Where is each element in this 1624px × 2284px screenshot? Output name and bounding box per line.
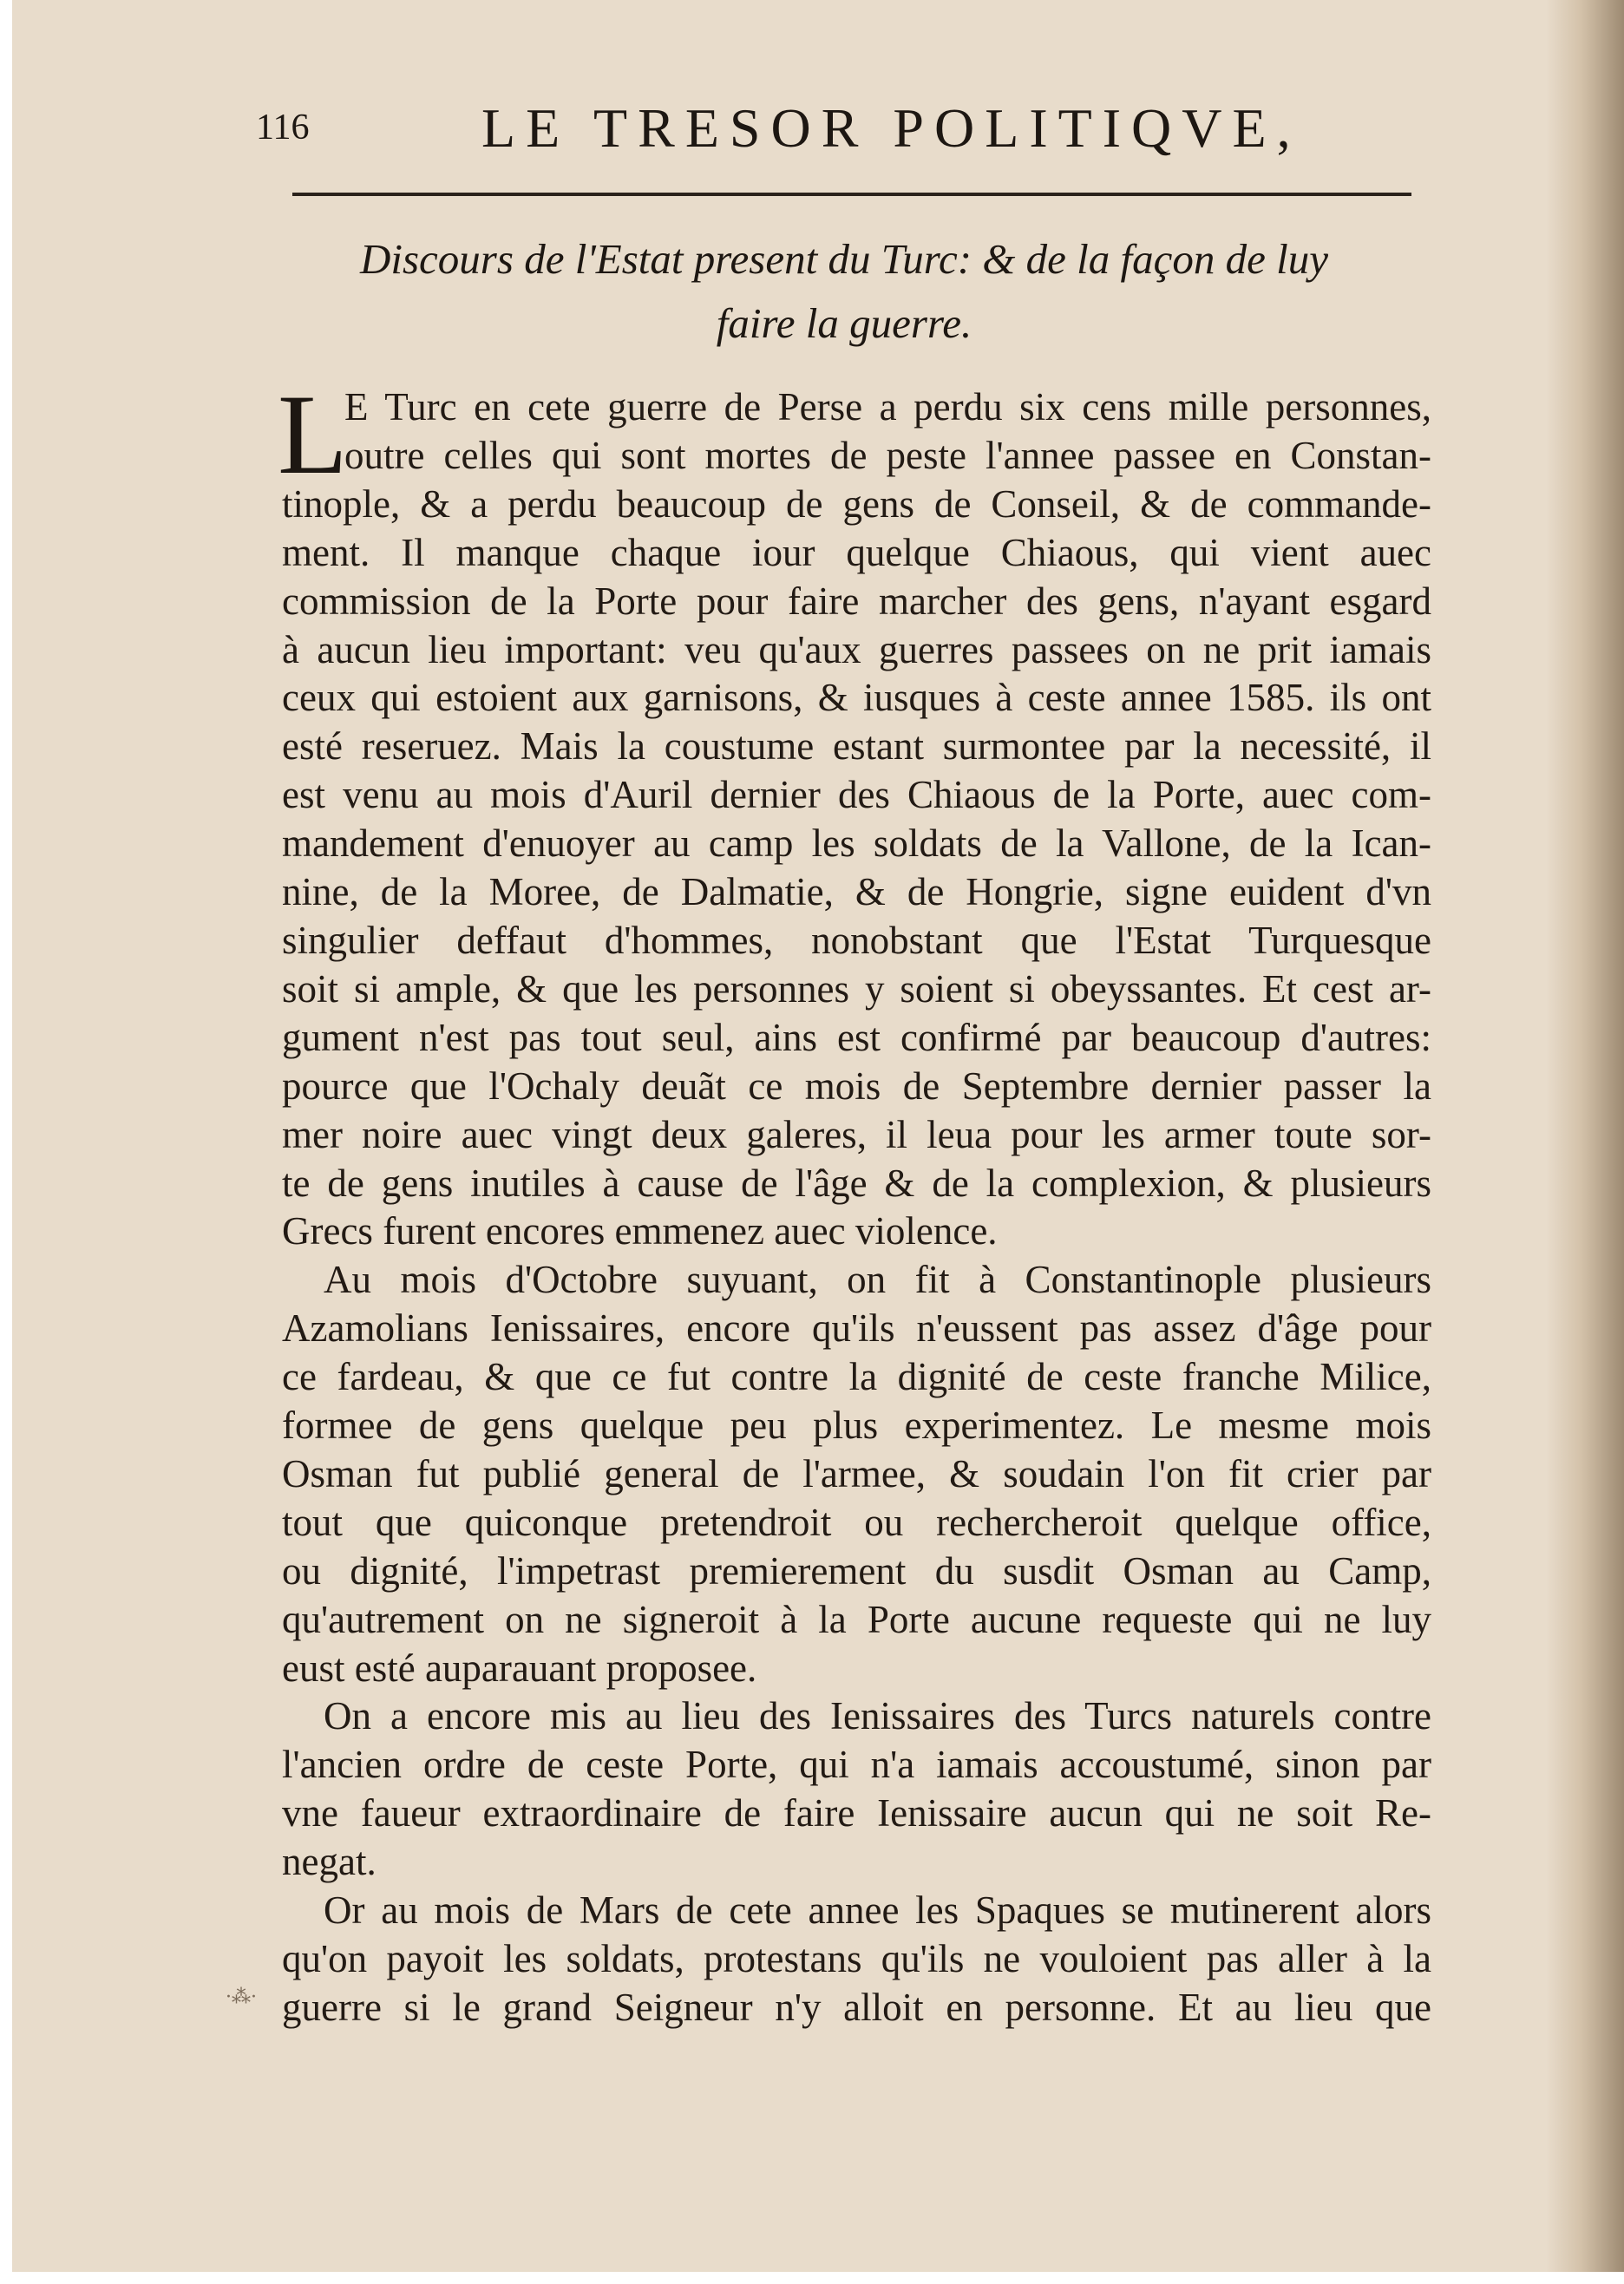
text-line: à aucun lieu important: veu qu'aux guerres passees on ne prit iamais: [282, 627, 1431, 671]
text-line: qu'autrement on ne signeroit à la Porte aucune requeste qui ne luy: [282, 1597, 1431, 1641]
heading-line-2: faire la guerre.: [716, 299, 972, 347]
text-line: pource que l'Ochaly deuãt ce mois de Septembre dernier passer la: [282, 1063, 1431, 1108]
text-line: formee de gens quelque peu plus experimentez. Le mesme mois: [282, 1404, 1431, 1448]
running-header: [256, 91, 1418, 160]
text-line: tout que quiconque pretendroit ou rechercheroit quelque office,: [282, 1500, 1431, 1544]
text-line: qu'on payoit les soldats, protestans qu'ils ne vouloient pas aller à la: [282, 1937, 1431, 1980]
text-line: mer noire auec vingt deux galeres, il leua pour les armer toute sor-: [282, 1112, 1431, 1156]
text-line: l'ancien ordre de ceste Porte, qui n'a iamais accoustumé, sinon par: [282, 1743, 1431, 1787]
text-line: eust esté auparauant proposee.: [282, 1646, 757, 1690]
text-line: Osman fut publié general de l'armee, & soudain l'on fit crier par: [282, 1451, 1431, 1495]
text-line: ment. Il manque chaque iour quelque Chiaous, qui vient auec: [282, 530, 1431, 574]
text-line: mandement d'enuoyer au camp les soldats de la Vallone, de la Ican-: [282, 821, 1431, 866]
text-line: commission de la Porte pour faire marcher des gens, n'ayant esgard: [282, 579, 1431, 623]
text-line: Grecs furent encores emmenez auec violence.: [282, 1209, 998, 1253]
body-text: [278, 370, 1431, 2032]
text-line: ce fardeau, & que ce fut contre la dignité de ceste franche Milice,: [282, 1355, 1431, 1399]
text-line: ou dignité, l'impetrast premierement du susdit Osman au Camp,: [282, 1548, 1431, 1593]
text-line: E Turc en cete guerre de Perse a perdu six cens mille personnes,: [344, 385, 1431, 429]
text-line: guerre si le grand Seigneur n'y alloit en personne. Et au lieu que: [282, 1985, 1431, 2029]
text-line: singulier deffaut d'hommes, nonobstant que l'Estat Turquesque: [282, 918, 1431, 962]
scan-margin: [0, 0, 12, 2284]
text-line: On a encore mis au lieu des Ienissaires des Turcs naturels contre: [324, 1694, 1431, 1738]
text-line: gument n'est pas tout seul, ains est confirmé par beaucoup d'autres:: [282, 1015, 1431, 1059]
ink-smudge: ·⁂·: [226, 1986, 257, 2008]
text-line: est venu au mois d'Auril dernier des Chiaous de la Porte, auec com-: [282, 773, 1431, 817]
text-line: vne faueur extraordinaire de faire Ienissaire aucun qui ne soit Re-: [282, 1791, 1431, 1836]
page-edge-shadow: [1546, 0, 1624, 2284]
text-line: soit si ample, & que les personnes y soient si obeyssantes. Et cest ar-: [282, 966, 1431, 1011]
text-line: tinople, & a perdu beaucoup de gens de Conseil, & de commande-: [282, 481, 1431, 526]
text-line: negat.: [282, 1840, 377, 1884]
text-line: nine, de la Moree, de Dalmatie, & de Hongrie, signe euident d'vn: [282, 870, 1431, 914]
header-rule: [292, 193, 1411, 196]
drop-cap: L: [278, 370, 348, 498]
heading-line-1: Discours de l'Estat present du Turc: & de la façon de luy: [359, 235, 1329, 283]
text-line: ceux qui estoient aux garnisons, & iusques à ceste annee 1585. ils ont: [282, 676, 1431, 720]
text-line: outre celles qui sont mortes de peste l'annee passee en Constan-: [344, 433, 1431, 477]
text-line: esté reseruez. Mais la coustume estant surmontee par la necessité, il: [282, 724, 1431, 769]
scan-margin-bottom: [0, 2272, 1624, 2284]
page-number: 116: [256, 108, 310, 147]
text-line: Au mois d'Octobre suyuant, on fit à Constantinople plusieurs: [324, 1258, 1431, 1302]
text-line: Or au mois de Mars de cete annee les Spaques se mutinerent alors: [324, 1888, 1431, 1933]
running-title: LE TRESOR POLITIQVE,: [481, 97, 1301, 159]
section-heading: [276, 227, 1412, 356]
text-line: Azamolians Ienissaires, encore qu'ils n'eussent pas assez d'âge pour: [282, 1306, 1431, 1351]
text-line: te de gens inutiles à cause de l'âge & de la complexion, & plusieurs: [282, 1161, 1431, 1205]
